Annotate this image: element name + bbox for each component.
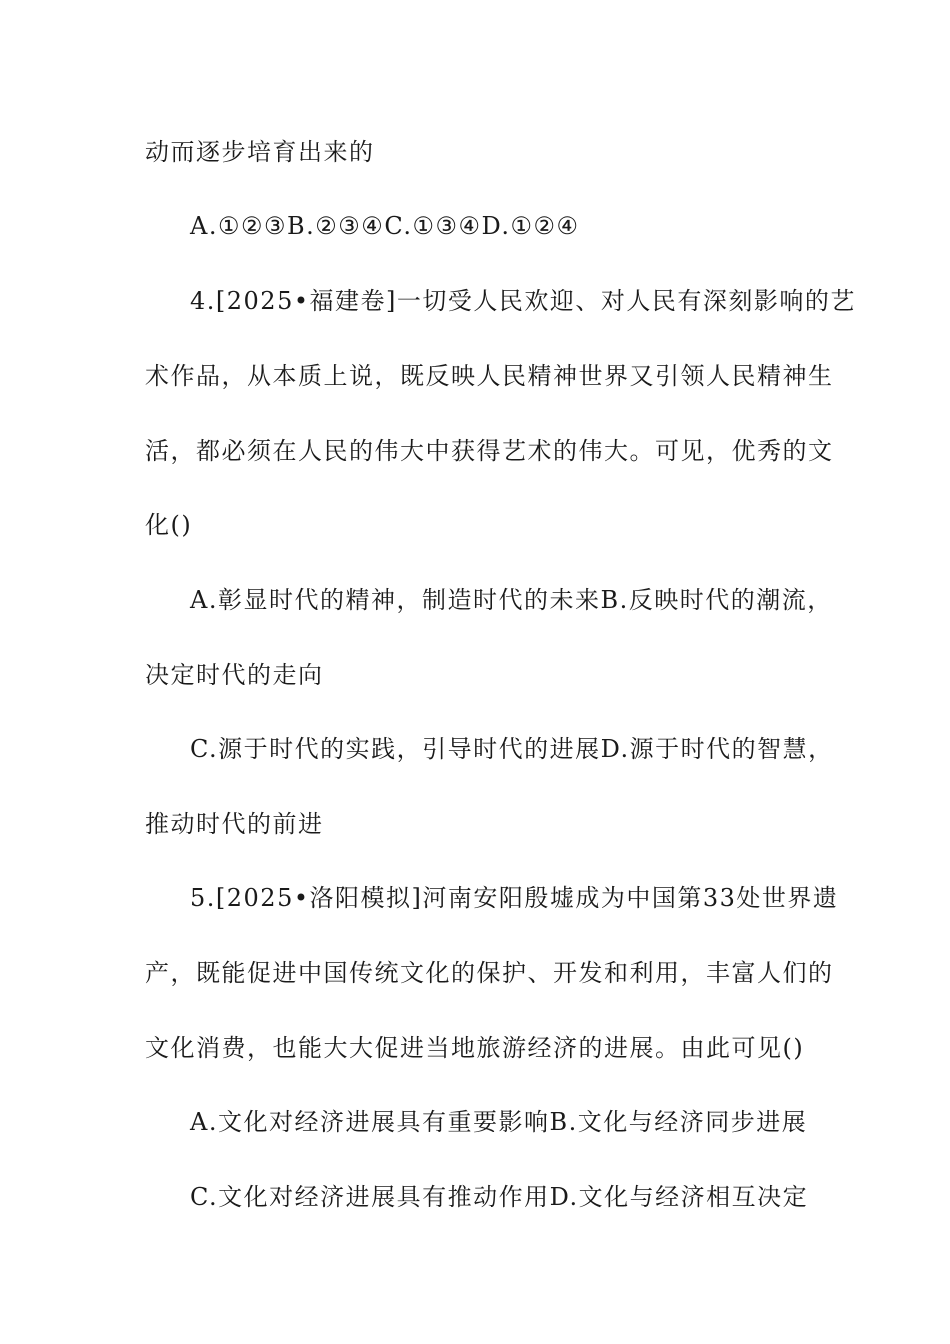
question-3-options: A.①②③B.②③④C.①③④D.①②④ — [190, 212, 580, 240]
question-5-stem-line-2: 产，既能促进中国传统文化的保护、开发和利用，丰富人们的 — [145, 959, 834, 987]
question-4-stem-line-4: 化() — [145, 511, 193, 539]
question-4-option-a-b: A.彰显时代的精神，制造时代的未来B.反映时代的潮流， — [190, 586, 833, 614]
question-5-stem-line-1: 5.[2025•洛阳模拟]河南安阳殷墟成为中国第33处世界遗 — [190, 884, 839, 912]
question-4-stem-line-1: 4.[2025•福建卷]一切受人民欢迎、对人民有深刻影响的艺 — [190, 287, 856, 315]
question-5-stem-line-3: 文化消费，也能大大促进当地旅游经济的进展。由此可见() — [145, 1034, 805, 1062]
question-4-option-c-d: C.源于时代的实践，引导时代的进展D.源于时代的智慧， — [190, 735, 834, 763]
question-4-stem-line-3: 活，都必须在人民的伟大中获得艺术的伟大。可见，优秀的文 — [145, 437, 834, 465]
question-4-stem-line-2: 术作品，从本质上说，既反映人民精神世界又引领人民精神生 — [145, 362, 834, 390]
question-5-option-a-b: A.文化对经济进展具有重要影响B.文化与经济同步进展 — [190, 1108, 808, 1136]
question-4-option-b-cont: 决定时代的走向 — [145, 661, 324, 689]
question-4-option-d-cont: 推动时代的前进 — [145, 810, 324, 838]
text-line-1: 动而逐步培育出来的 — [145, 138, 375, 166]
question-5-option-c-d: C.文化对经济进展具有推动作用D.文化与经济相互决定 — [190, 1183, 809, 1211]
